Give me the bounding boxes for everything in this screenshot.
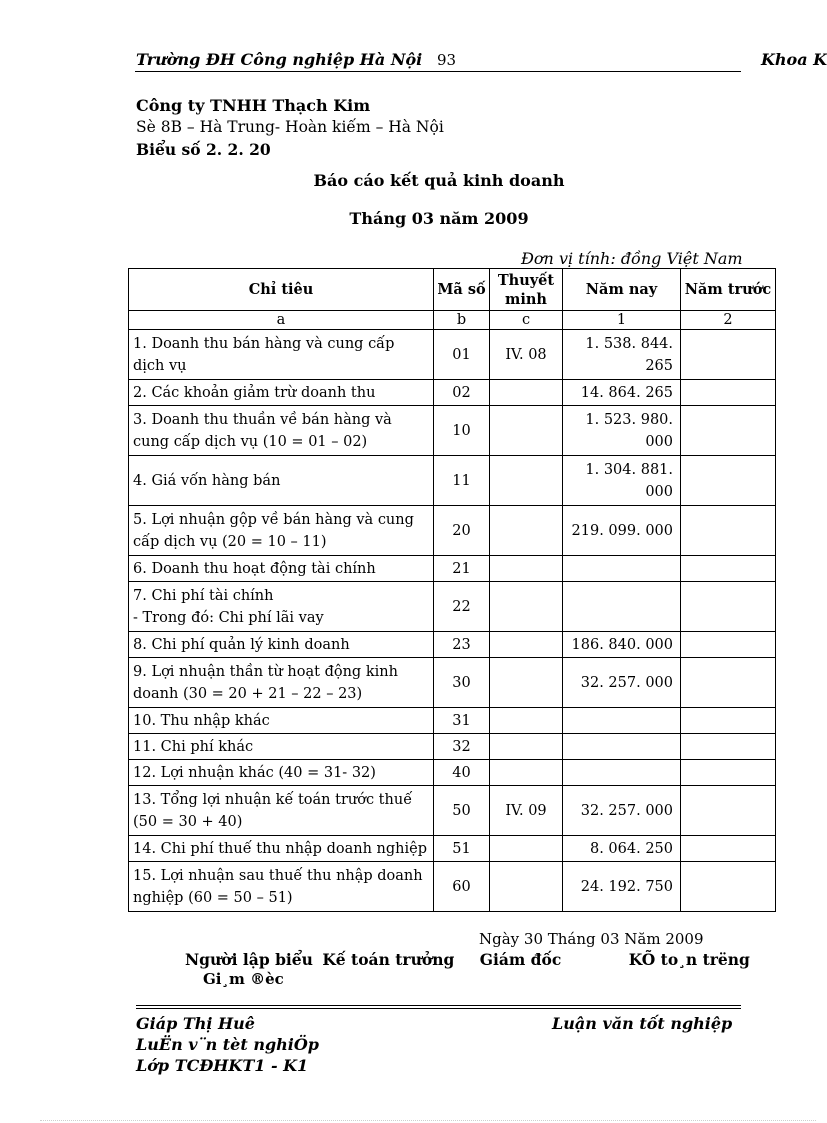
row-item [129,330,434,380]
row-code: 10 [434,406,490,456]
row-this-year: 32. 257. 000 [563,658,681,708]
index-cell: b [434,311,490,330]
header-school: Trường ĐH Công nghiệp Hà Nội [136,50,423,69]
row-note [490,380,563,406]
report-period: Tháng 03 năm 2009 [349,209,529,228]
row-note [490,658,563,708]
table-row [129,406,776,456]
row-item [129,760,434,786]
thesis-label-garbled: LuËn v¨n tèt nghiÖp [136,1035,319,1054]
index-cell: a [129,311,434,330]
table-row [129,786,776,836]
index-cell: 1 [563,311,681,330]
footer-rule [136,1005,741,1006]
row-item [129,506,434,556]
row-this-year: 1. 523. 980. 000 [563,406,681,456]
row-item [129,786,434,836]
form-number: Biểu số 2. 2. 20 [136,140,271,159]
header-note: Thuyết minh [490,269,563,311]
row-item-sublabel: - Trong đó: Chi phí lãi vay [133,609,324,626]
header-item: Chỉ tiêu [129,269,434,311]
row-last-year [681,862,776,912]
chief-accountant-garbled: KÕ to¸n trëng [628,950,750,969]
row-item [129,862,434,912]
row-item-label: 7. Chi phí tài chính [133,587,274,604]
row-this-year [563,734,681,760]
table-row [129,734,776,760]
row-item [129,556,434,582]
row-code: 51 [434,836,490,862]
row-note [490,506,563,556]
row-item-label: 3. Doanh thu thuần về bán hàng và cung cấp dịch vụ (10 = 01 – 02) [133,411,392,450]
table-row [129,658,776,708]
row-note: IV. 09 [490,786,563,836]
table-row [129,330,776,380]
row-note [490,708,563,734]
row-code: 23 [434,632,490,658]
row-this-year: 8. 064. 250 [563,836,681,862]
row-code: 22 [434,582,490,632]
row-this-year: 14. 864. 265 [563,380,681,406]
header-code: Mã số [434,269,490,311]
chief-accountant-title: Kế toán trưởng [322,950,455,969]
table-row [129,836,776,862]
table-row [129,708,776,734]
row-note [490,760,563,786]
page-edge [40,1120,816,1121]
row-note [490,456,563,506]
row-note: IV. 08 [490,330,563,380]
row-item-label: 8. Chi phí quản lý kinh doanh [133,636,350,653]
report-title: Báo cáo kết quả kinh doanh [313,171,565,190]
row-note [490,582,563,632]
table-row [129,456,776,506]
header-this-year: Năm nay [563,269,681,311]
index-cell: 2 [681,311,776,330]
company-address: Sè 8B – Hà Trung- Hoàn kiếm – Hà Nội [136,118,444,136]
row-this-year: 1. 538. 844. 265 [563,330,681,380]
row-item [129,708,434,734]
row-last-year [681,632,776,658]
row-note [490,734,563,760]
index-row [129,311,776,330]
table-row [129,632,776,658]
row-item [129,836,434,862]
currency-unit: Đơn vị tính: đồng Việt Nam [521,249,743,268]
row-last-year [681,786,776,836]
row-code: 60 [434,862,490,912]
row-this-year: 219. 099. 000 [563,506,681,556]
row-last-year [681,556,776,582]
row-item-label: 1. Doanh thu bán hàng và cung cấp dịch vụ [133,335,395,374]
table-row [129,862,776,912]
page-number: 93 [437,51,457,69]
row-item-label: 11. Chi phí khác [133,738,254,755]
table-row [129,556,776,582]
row-item-label: 15. Lợi nhuận sau thuế thu nhập doanh nghiệp (60 = 50 – 51) [133,867,423,906]
header-rule [135,71,741,72]
row-last-year [681,760,776,786]
row-note [490,862,563,912]
row-code: 11 [434,456,490,506]
row-this-year: 1. 304. 881. 000 [563,456,681,506]
table-row [129,506,776,556]
row-last-year [681,380,776,406]
row-item [129,658,434,708]
table-header-row [129,269,776,311]
row-item-label: 12. Lợi nhuận khác (40 = 31- 32) [133,764,376,781]
row-item-label: 6. Doanh thu hoạt động tài chính [133,560,376,577]
row-code: 32 [434,734,490,760]
row-last-year [681,582,776,632]
table-row [129,380,776,406]
row-item [129,632,434,658]
row-this-year [563,582,681,632]
row-item-label: 9. Lợi nhuận thần từ hoạt động kinh doanh (30 = 20 + 21 – 22 – 23) [133,663,398,702]
thesis-label: Luận văn tốt nghiệp [552,1014,733,1033]
footer-rule [136,1008,741,1009]
row-last-year [681,708,776,734]
row-code: 50 [434,786,490,836]
class-name: Lớp TCĐHKT1 - K1 [136,1056,309,1075]
row-last-year [681,658,776,708]
row-code: 21 [434,556,490,582]
row-this-year: 32. 257. 000 [563,786,681,836]
row-last-year [681,456,776,506]
header-last-year: Năm trước [681,269,776,311]
signature-titles [185,950,750,969]
director-title: Giám đốc [479,950,562,969]
row-item [129,582,434,632]
row-item-label: 4. Giá vốn hàng bán [133,472,281,489]
row-note [490,632,563,658]
row-item [129,456,434,506]
row-last-year [681,836,776,862]
row-code: 40 [434,760,490,786]
row-code: 30 [434,658,490,708]
row-code: 01 [434,330,490,380]
row-last-year [681,330,776,380]
row-item-label: 10. Thu nhập khác [133,712,270,729]
row-last-year [681,734,776,760]
row-code: 02 [434,380,490,406]
report-date: Ngày 30 Tháng 03 Năm 2009 [479,930,704,948]
row-item-label: 5. Lợi nhuận gộp về bán hàng và cung cấp dịch vụ (20 = 10 – 11) [133,511,414,550]
row-this-year [563,708,681,734]
row-item [129,380,434,406]
row-item [129,406,434,456]
company-name: Công ty TNHH Thạch Kim [136,96,371,115]
row-this-year: 24. 192. 750 [563,862,681,912]
row-item-label: 13. Tổng lợi nhuận kế toán trước thuế (50 = 30 + 40) [133,791,413,830]
row-code: 20 [434,506,490,556]
index-cell: c [490,311,563,330]
row-item-label: 2. Các khoản giảm trừ doanh thu [133,384,376,401]
row-last-year [681,506,776,556]
row-note [490,836,563,862]
director-garbled: Gi¸m ®èc [203,970,284,988]
preparer-title: Người lập biểu [185,950,313,969]
row-note [490,406,563,456]
row-note [490,556,563,582]
income-statement-table [128,268,776,912]
row-this-year [563,760,681,786]
row-item [129,734,434,760]
row-item-label: 14. Chi phí thuế thu nhập doanh nghiệp [133,840,427,857]
row-last-year [681,406,776,456]
row-this-year [563,556,681,582]
table-row [129,582,776,632]
row-this-year: 186. 840. 000 [563,632,681,658]
header-department: Khoa K [761,50,827,69]
table-row [129,760,776,786]
row-code: 31 [434,708,490,734]
author-name: Giáp Thị Huê [136,1014,255,1033]
